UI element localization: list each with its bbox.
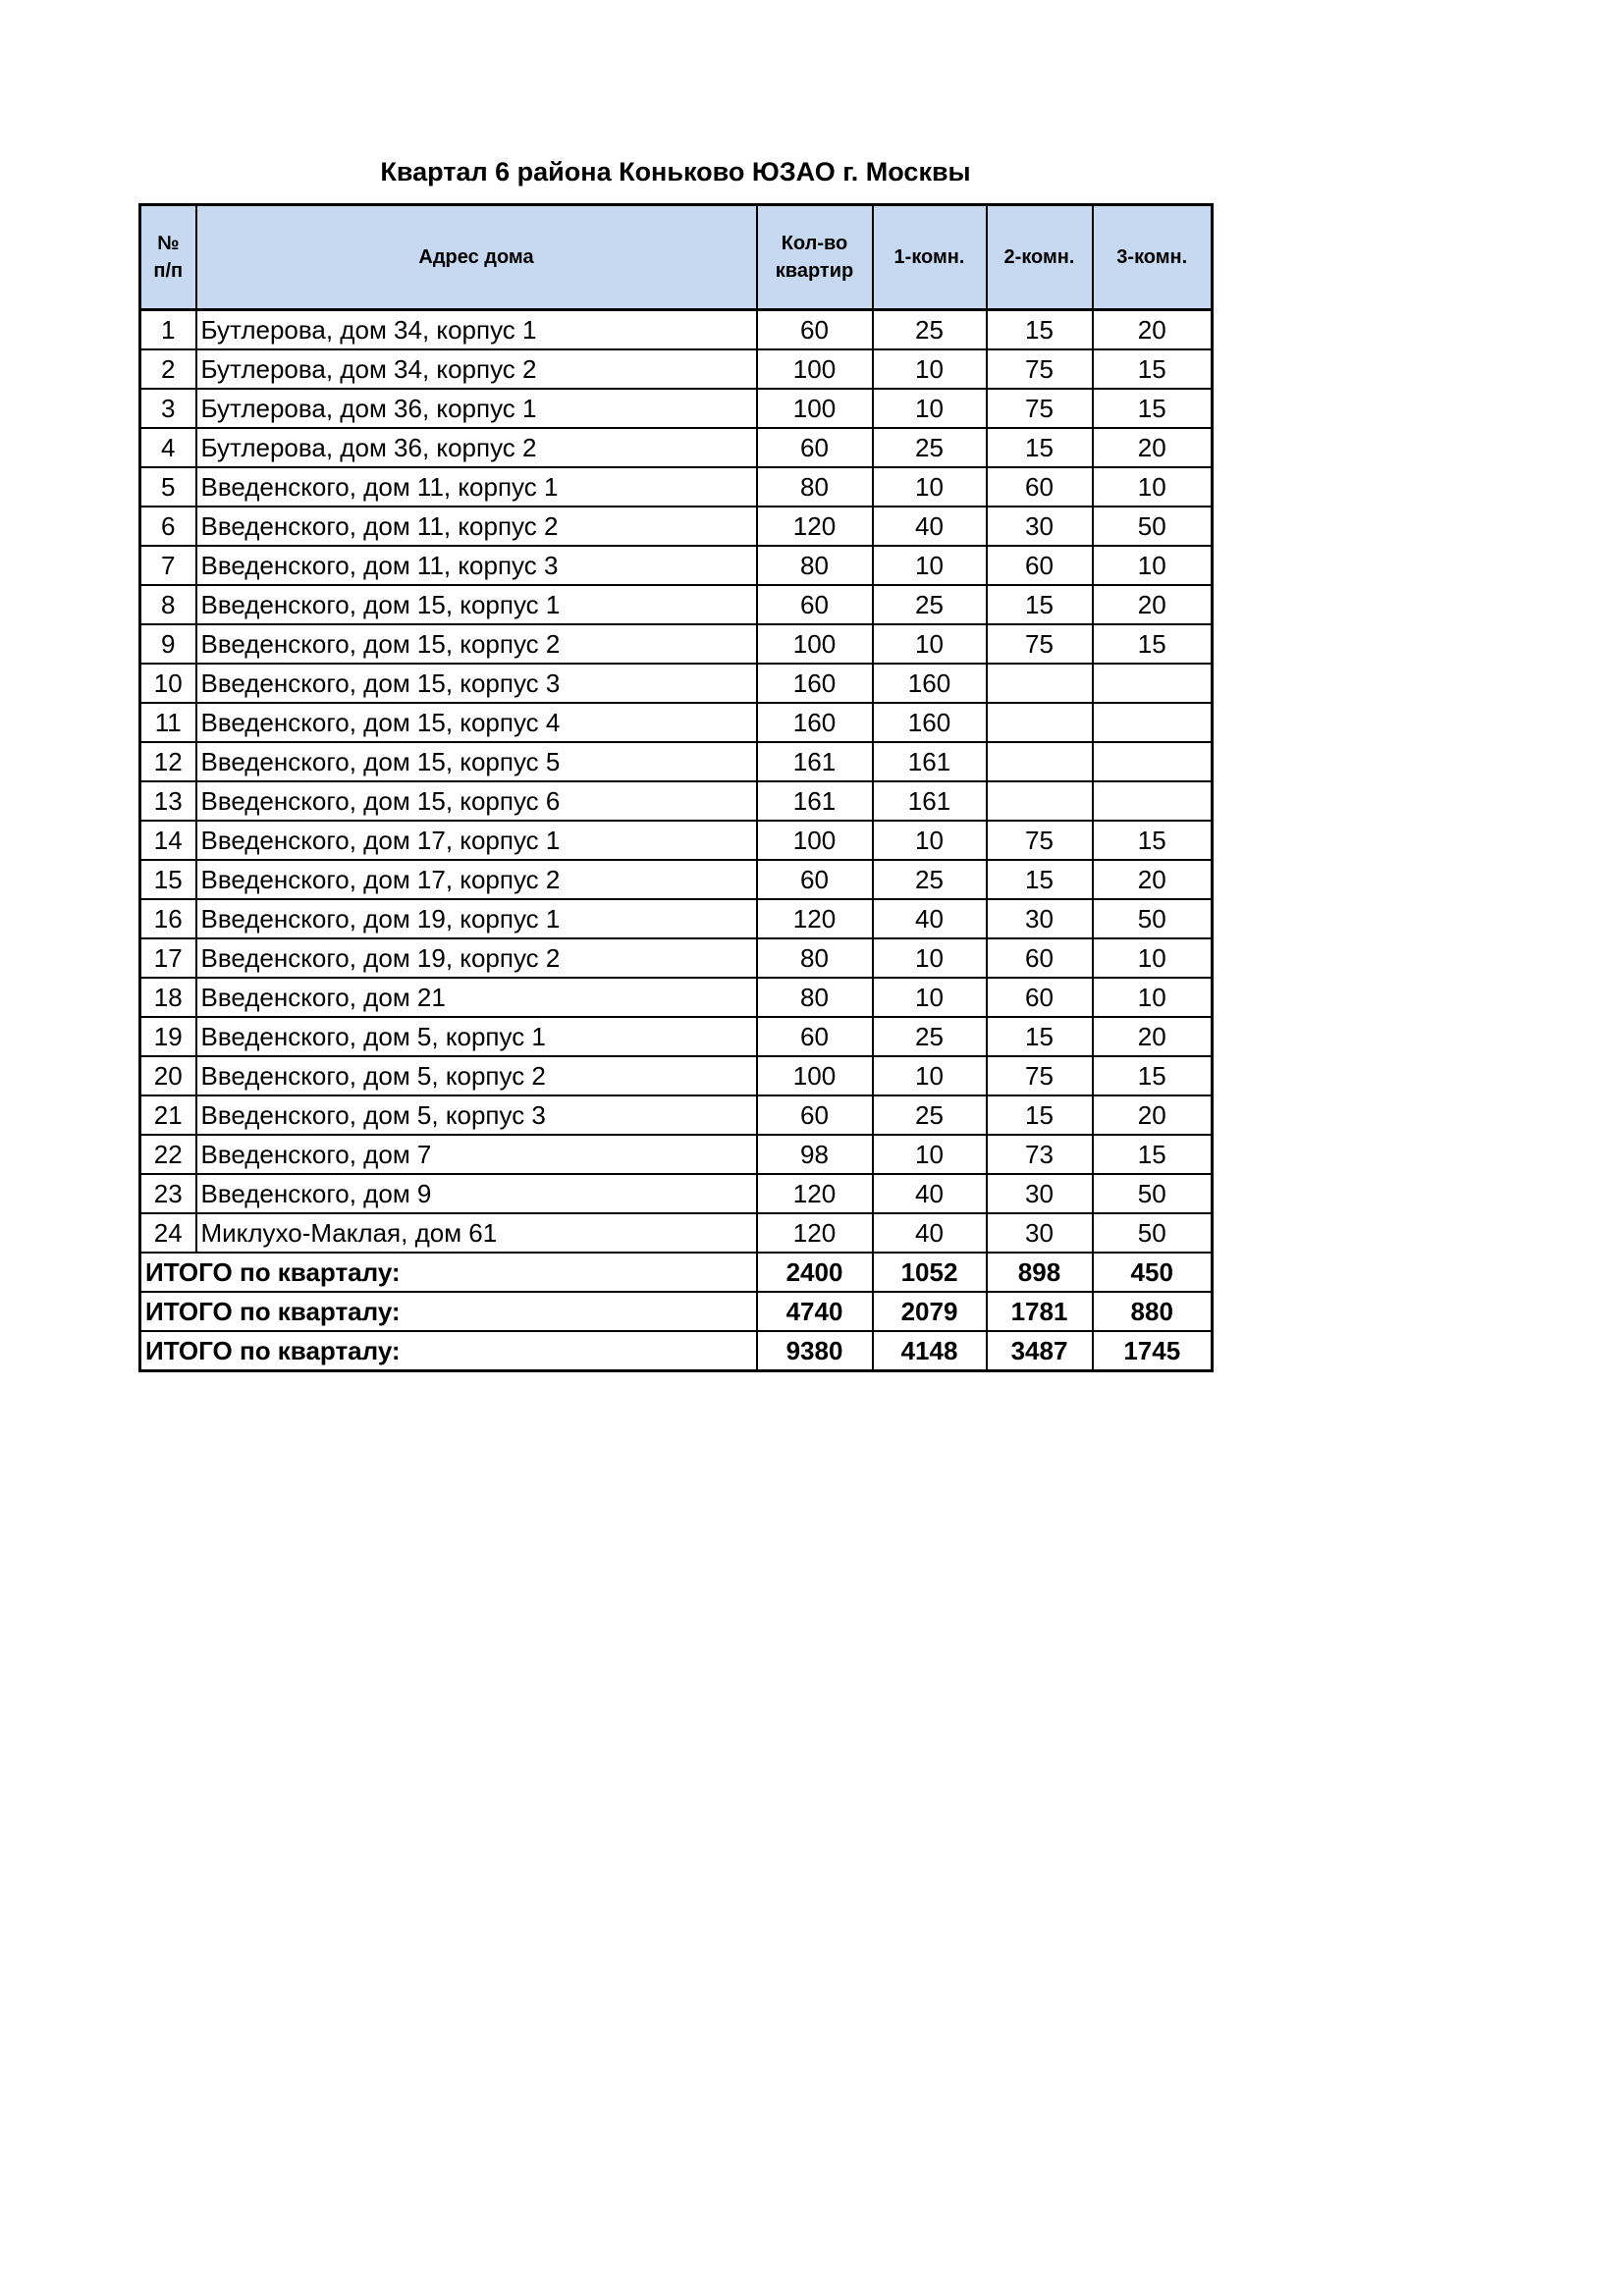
totals-two-room-cell: 1781 (987, 1292, 1093, 1331)
row-number-cell: 17 (140, 938, 196, 978)
row-two-room-cell (987, 664, 1093, 703)
table-row (140, 467, 1213, 507)
table-row (140, 1135, 1213, 1174)
row-two-room-cell: 30 (987, 1174, 1093, 1213)
table-row (140, 1017, 1213, 1056)
row-number-cell: 9 (140, 624, 196, 664)
row-number-cell: 11 (140, 703, 196, 742)
totals-label-cell: ИТОГО по кварталу: (140, 1253, 757, 1292)
row-two-room-cell: 75 (987, 349, 1093, 389)
table-row (140, 899, 1213, 938)
row-address-cell: Введенского, дом 19, корпус 1 (196, 899, 757, 938)
table-body (140, 310, 1213, 1254)
row-three-room-cell: 50 (1093, 1213, 1213, 1253)
row-two-room-cell (987, 742, 1093, 781)
row-one-room-cell: 10 (873, 349, 987, 389)
row-one-room-cell: 10 (873, 821, 987, 860)
row-number-cell: 12 (140, 742, 196, 781)
row-apartment-count-cell: 120 (757, 899, 873, 938)
row-three-room-cell: 10 (1093, 978, 1213, 1017)
row-address-cell: Введенского, дом 5, корпус 3 (196, 1095, 757, 1135)
row-apartment-count-cell: 100 (757, 624, 873, 664)
row-two-room-cell: 15 (987, 1095, 1093, 1135)
row-two-room-cell: 60 (987, 546, 1093, 585)
row-three-room-cell: 15 (1093, 389, 1213, 428)
totals-apartment-count-cell: 2400 (757, 1253, 873, 1292)
row-three-room-cell (1093, 703, 1213, 742)
row-address-cell: Введенского, дом 15, корпус 2 (196, 624, 757, 664)
header-three-room: 3-комн. (1093, 205, 1213, 310)
row-three-room-cell: 15 (1093, 1056, 1213, 1095)
row-two-room-cell: 15 (987, 428, 1093, 467)
table-row (140, 781, 1213, 821)
row-three-room-cell: 20 (1093, 1095, 1213, 1135)
row-apartment-count-cell: 100 (757, 349, 873, 389)
row-three-room-cell (1093, 781, 1213, 821)
row-one-room-cell: 40 (873, 507, 987, 546)
row-two-room-cell: 30 (987, 899, 1093, 938)
row-three-room-cell: 15 (1093, 1135, 1213, 1174)
row-address-cell: Бутлерова, дом 34, корпус 2 (196, 349, 757, 389)
row-three-room-cell: 10 (1093, 938, 1213, 978)
header-address: Адрес дома (196, 205, 757, 310)
row-address-cell: Введенского, дом 11, корпус 2 (196, 507, 757, 546)
row-address-cell: Введенского, дом 5, корпус 2 (196, 1056, 757, 1095)
row-apartment-count-cell: 160 (757, 703, 873, 742)
row-apartment-count-cell: 161 (757, 781, 873, 821)
row-address-cell: Введенского, дом 21 (196, 978, 757, 1017)
row-apartment-count-cell: 60 (757, 428, 873, 467)
row-three-room-cell: 50 (1093, 899, 1213, 938)
row-address-cell: Введенского, дом 15, корпус 3 (196, 664, 757, 703)
row-apartment-count-cell: 120 (757, 1213, 873, 1253)
row-one-room-cell: 40 (873, 1213, 987, 1253)
row-address-cell: Бутлерова, дом 34, корпус 1 (196, 310, 757, 350)
row-apartment-count-cell: 100 (757, 821, 873, 860)
totals-two-room-cell: 3487 (987, 1331, 1093, 1371)
row-two-room-cell: 75 (987, 624, 1093, 664)
row-two-room-cell: 60 (987, 467, 1093, 507)
row-number-cell: 1 (140, 310, 196, 350)
row-two-room-cell: 60 (987, 938, 1093, 978)
row-two-room-cell: 73 (987, 1135, 1093, 1174)
header-apartment-count (757, 205, 873, 310)
row-apartment-count-cell: 98 (757, 1135, 873, 1174)
row-address-cell: Введенского, дом 15, корпус 1 (196, 585, 757, 624)
row-number-cell: 5 (140, 467, 196, 507)
header-number (140, 205, 196, 310)
row-two-room-cell: 75 (987, 1056, 1093, 1095)
row-apartment-count-cell: 60 (757, 1095, 873, 1135)
row-apartment-count-cell: 80 (757, 978, 873, 1017)
table-row (140, 703, 1213, 742)
row-number-cell: 3 (140, 389, 196, 428)
row-address-cell: Введенского, дом 11, корпус 3 (196, 546, 757, 585)
table-row (140, 1213, 1213, 1253)
row-address-cell: Введенского, дом 15, корпус 5 (196, 742, 757, 781)
row-three-room-cell: 50 (1093, 1174, 1213, 1213)
row-one-room-cell: 10 (873, 1056, 987, 1095)
totals-apartment-count-cell: 9380 (757, 1331, 873, 1371)
row-number-cell: 10 (140, 664, 196, 703)
row-one-room-cell: 40 (873, 899, 987, 938)
row-apartment-count-cell: 160 (757, 664, 873, 703)
row-three-room-cell: 10 (1093, 546, 1213, 585)
row-address-cell: Введенского, дом 7 (196, 1135, 757, 1174)
row-apartment-count-cell: 60 (757, 860, 873, 899)
table-row (140, 1174, 1213, 1213)
row-apartment-count-cell: 60 (757, 585, 873, 624)
row-one-room-cell: 25 (873, 860, 987, 899)
table-row (140, 349, 1213, 389)
table-row (140, 938, 1213, 978)
row-one-room-cell: 10 (873, 624, 987, 664)
totals-one-room-cell: 2079 (873, 1292, 987, 1331)
row-three-room-cell: 20 (1093, 1017, 1213, 1056)
totals-row (140, 1253, 1213, 1292)
row-apartment-count-cell: 80 (757, 938, 873, 978)
totals-one-room-cell: 1052 (873, 1253, 987, 1292)
row-two-room-cell: 15 (987, 585, 1093, 624)
totals-three-room-cell: 450 (1093, 1253, 1213, 1292)
row-three-room-cell: 20 (1093, 310, 1213, 350)
row-number-cell: 21 (140, 1095, 196, 1135)
row-one-room-cell: 25 (873, 428, 987, 467)
table-row (140, 821, 1213, 860)
row-number-cell: 15 (140, 860, 196, 899)
table-row (140, 585, 1213, 624)
table-row (140, 428, 1213, 467)
row-number-cell: 6 (140, 507, 196, 546)
row-address-cell: Бутлерова, дом 36, корпус 2 (196, 428, 757, 467)
totals-row (140, 1292, 1213, 1331)
row-two-room-cell (987, 781, 1093, 821)
row-two-room-cell: 60 (987, 978, 1093, 1017)
row-number-cell: 14 (140, 821, 196, 860)
row-address-cell: Миклухо-Маклая, дом 61 (196, 1213, 757, 1253)
totals-label-cell: ИТОГО по кварталу: (140, 1292, 757, 1331)
row-apartment-count-cell: 120 (757, 507, 873, 546)
totals-label-cell: ИТОГО по кварталу: (140, 1331, 757, 1371)
table-row (140, 310, 1213, 350)
row-one-room-cell: 25 (873, 310, 987, 350)
header-two-room: 2-комн. (987, 205, 1093, 310)
totals-three-room-cell: 1745 (1093, 1331, 1213, 1371)
row-two-room-cell: 75 (987, 821, 1093, 860)
row-two-room-cell: 15 (987, 860, 1093, 899)
row-address-cell: Введенского, дом 17, корпус 2 (196, 860, 757, 899)
table-row (140, 742, 1213, 781)
row-two-room-cell: 15 (987, 1017, 1093, 1056)
row-address-cell: Введенского, дом 15, корпус 4 (196, 703, 757, 742)
totals-three-room-cell: 880 (1093, 1292, 1213, 1331)
row-one-room-cell: 10 (873, 546, 987, 585)
row-two-room-cell: 15 (987, 310, 1093, 350)
row-apartment-count-cell: 80 (757, 546, 873, 585)
table-header-row (140, 205, 1213, 310)
row-apartment-count-cell: 120 (757, 1174, 873, 1213)
table-row (140, 624, 1213, 664)
row-number-cell: 7 (140, 546, 196, 585)
row-one-room-cell: 40 (873, 1174, 987, 1213)
row-address-cell: Введенского, дом 17, корпус 1 (196, 821, 757, 860)
row-two-room-cell (987, 703, 1093, 742)
table-row (140, 389, 1213, 428)
row-three-room-cell: 50 (1093, 507, 1213, 546)
table-row (140, 664, 1213, 703)
row-apartment-count-cell: 161 (757, 742, 873, 781)
header-number-line2: п/п (153, 260, 184, 282)
totals-row (140, 1331, 1213, 1371)
table-row (140, 546, 1213, 585)
row-one-room-cell: 160 (873, 664, 987, 703)
row-one-room-cell: 161 (873, 781, 987, 821)
row-number-cell: 22 (140, 1135, 196, 1174)
row-apartment-count-cell: 80 (757, 467, 873, 507)
table-row (140, 978, 1213, 1017)
table-totals (140, 1253, 1213, 1371)
row-three-room-cell: 20 (1093, 428, 1213, 467)
totals-two-room-cell: 898 (987, 1253, 1093, 1292)
row-one-room-cell: 25 (873, 585, 987, 624)
row-apartment-count-cell: 60 (757, 310, 873, 350)
row-one-room-cell: 10 (873, 938, 987, 978)
row-apartment-count-cell: 100 (757, 1056, 873, 1095)
row-three-room-cell: 15 (1093, 349, 1213, 389)
row-address-cell: Введенского, дом 19, корпус 2 (196, 938, 757, 978)
header-one-room: 1-комн. (873, 205, 987, 310)
row-three-room-cell: 20 (1093, 860, 1213, 899)
row-apartment-count-cell: 100 (757, 389, 873, 428)
row-three-room-cell: 20 (1093, 585, 1213, 624)
row-number-cell: 24 (140, 1213, 196, 1253)
page-title: Квартал 6 района Коньково ЮЗАО г. Москвы (380, 157, 971, 187)
row-two-room-cell: 75 (987, 389, 1093, 428)
row-one-room-cell: 160 (873, 703, 987, 742)
row-number-cell: 20 (140, 1056, 196, 1095)
row-one-room-cell: 10 (873, 1135, 987, 1174)
row-one-room-cell: 25 (873, 1017, 987, 1056)
table-row (140, 507, 1213, 546)
row-apartment-count-cell: 60 (757, 1017, 873, 1056)
header-qty-line2: квартир (775, 260, 854, 282)
row-number-cell: 16 (140, 899, 196, 938)
row-three-room-cell: 10 (1093, 467, 1213, 507)
row-number-cell: 19 (140, 1017, 196, 1056)
row-two-room-cell: 30 (987, 507, 1093, 546)
row-number-cell: 8 (140, 585, 196, 624)
table-row (140, 1095, 1213, 1135)
row-three-room-cell (1093, 664, 1213, 703)
row-number-cell: 2 (140, 349, 196, 389)
row-two-room-cell: 30 (987, 1213, 1093, 1253)
row-address-cell: Бутлерова, дом 36, корпус 1 (196, 389, 757, 428)
table-row (140, 860, 1213, 899)
header-number-line1: № (157, 233, 180, 254)
header-qty-line1: Кол-во (781, 233, 848, 254)
apartments-table (138, 203, 1214, 1372)
row-three-room-cell: 15 (1093, 624, 1213, 664)
row-address-cell: Введенского, дом 11, корпус 1 (196, 467, 757, 507)
row-one-room-cell: 161 (873, 742, 987, 781)
row-address-cell: Введенского, дом 15, корпус 6 (196, 781, 757, 821)
row-one-room-cell: 10 (873, 467, 987, 507)
row-number-cell: 13 (140, 781, 196, 821)
row-three-room-cell (1093, 742, 1213, 781)
row-one-room-cell: 25 (873, 1095, 987, 1135)
row-number-cell: 23 (140, 1174, 196, 1213)
row-number-cell: 4 (140, 428, 196, 467)
row-three-room-cell: 15 (1093, 821, 1213, 860)
totals-apartment-count-cell: 4740 (757, 1292, 873, 1331)
row-one-room-cell: 10 (873, 389, 987, 428)
row-address-cell: Введенского, дом 5, корпус 1 (196, 1017, 757, 1056)
table-row (140, 1056, 1213, 1095)
row-address-cell: Введенского, дом 9 (196, 1174, 757, 1213)
row-number-cell: 18 (140, 978, 196, 1017)
row-one-room-cell: 10 (873, 978, 987, 1017)
totals-one-room-cell: 4148 (873, 1331, 987, 1371)
